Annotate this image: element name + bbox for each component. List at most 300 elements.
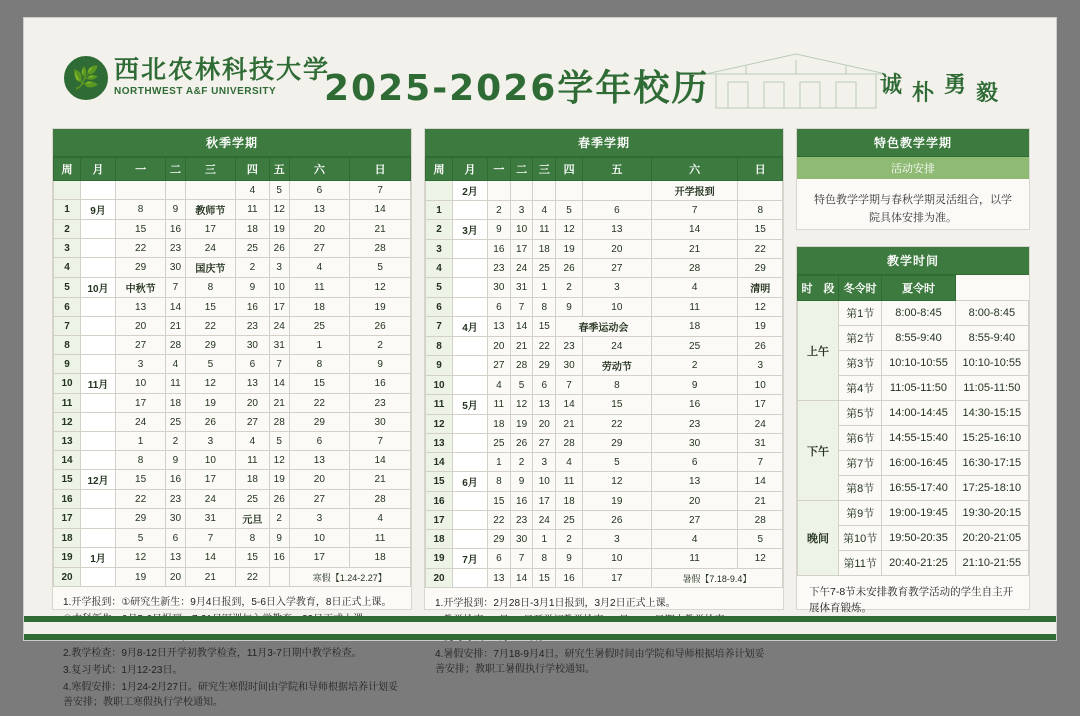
calendar-day: 22 [116, 239, 166, 258]
calendar-col-header: 一 [116, 158, 166, 181]
month-label [453, 298, 488, 317]
calendar-day: 29 [488, 530, 511, 549]
calendar-day: 15 [488, 492, 511, 511]
calendar-row [54, 548, 411, 568]
calendar-day: 11 [289, 278, 350, 298]
calendar-day: 13 [289, 200, 350, 220]
calendar-col-header: 六 [651, 158, 738, 181]
week-number: 12 [426, 415, 453, 434]
calendar-day: 14 [350, 200, 411, 220]
calendar-day: 30 [556, 356, 583, 376]
week-number: 1 [426, 201, 453, 220]
calendar-col-header: 五 [269, 158, 289, 181]
calendar-day: 20 [166, 568, 186, 587]
calendar-day: 10 [116, 374, 166, 394]
teaching-time-row [798, 301, 1029, 326]
month-label [81, 529, 116, 548]
calendar-day: 31 [269, 336, 289, 355]
week-number: 6 [426, 298, 453, 317]
fall-semester-panel [52, 128, 412, 708]
university-name-en: NORTHWEST A&F UNIVERSITY [114, 86, 277, 97]
teaching-time-row [798, 401, 1029, 426]
calendar-row [426, 376, 783, 395]
fall-semester-notes [53, 587, 411, 716]
month-label: 3月 [453, 220, 488, 240]
calendar-day [510, 181, 533, 201]
month-label [81, 490, 116, 509]
month-label: 12月 [81, 470, 116, 490]
calendar-row [426, 220, 783, 240]
calendar-day: 30 [488, 278, 511, 298]
calendar-day: 30 [235, 336, 269, 355]
month-label [81, 239, 116, 258]
motto-char-4: 毅 [975, 80, 1008, 105]
note-line: 4.寒假安排：1月24-2月27日。研究生寒假时间由学院和导师根据培养计划妥善安排；教职工寒假执行学校通知。 [63, 682, 399, 708]
calendar-day: 2 [488, 201, 511, 220]
calendar-day: 28 [651, 259, 738, 278]
calendar-day: 15 [235, 548, 269, 568]
calendar-day [583, 181, 652, 201]
calendar-day [166, 181, 186, 200]
calendar-day: 21 [738, 492, 783, 511]
week-number: 8 [426, 337, 453, 356]
calendar-day: 12 [350, 278, 411, 298]
calendar-day: 12 [556, 220, 583, 240]
calendar-day: 18 [533, 240, 556, 259]
calendar-day: 3 [583, 278, 652, 298]
note-line: 2.教学检查：9月8-12日开学初教学检查，11月3-7日期中教学检查。 [63, 648, 362, 659]
spring-calendar-table [425, 157, 783, 588]
calendar-row [426, 434, 783, 453]
calendar-day: 13 [533, 395, 556, 415]
calendar-day: 5 [350, 258, 411, 278]
calendar-day: 21 [350, 470, 411, 490]
calendar-day: 14 [651, 220, 738, 240]
calendar-day: 16 [269, 548, 289, 568]
calendar-day: 8 [116, 200, 166, 220]
calendar-day: 2 [556, 278, 583, 298]
fall-calendar-body [54, 181, 411, 587]
calendar-day: 21 [556, 415, 583, 434]
month-label [81, 451, 116, 470]
calendar-row [426, 278, 783, 298]
calendar-day: 20 [488, 337, 511, 356]
calendar-day: 14 [556, 395, 583, 415]
university-logo-icon [64, 56, 108, 100]
calendar-row [54, 432, 411, 451]
week-number: 20 [426, 569, 453, 588]
calendar-day: 7 [185, 529, 235, 548]
month-label [453, 492, 488, 511]
calendar-day: 5 [269, 181, 289, 200]
calendar-day: 12 [269, 200, 289, 220]
calendar-day: 29 [185, 336, 235, 355]
calendar-day: 16 [166, 470, 186, 490]
week-number: 3 [54, 239, 81, 258]
month-label [81, 317, 116, 336]
calendar-day: 10 [289, 529, 350, 548]
calendar-day: 10 [269, 278, 289, 298]
calendar-day: 7 [738, 453, 783, 472]
calendar-day: 1 [488, 453, 511, 472]
week-number: 14 [426, 453, 453, 472]
calendar-row [426, 181, 783, 201]
calendar-day: 8 [185, 278, 235, 298]
calendar-day: 20 [651, 492, 738, 511]
calendar-day: 19 [269, 470, 289, 490]
calendar-day: 22 [738, 240, 783, 259]
month-label [81, 258, 116, 278]
period-label: 第2节 [839, 326, 882, 351]
calendar-day: 17 [738, 395, 783, 415]
calendar-day: 19 [583, 492, 652, 511]
month-label [81, 509, 116, 529]
calendar-row [426, 317, 783, 337]
calendar-day: 8 [235, 529, 269, 548]
calendar-day: 15 [185, 298, 235, 317]
calendar-day: 26 [583, 511, 652, 530]
calendar-day: 27 [116, 336, 166, 355]
winter-time: 16:55-17:40 [882, 476, 955, 501]
week-number: 1 [54, 200, 81, 220]
calendar-day: 5 [556, 201, 583, 220]
calendar-day: 18 [289, 298, 350, 317]
month-label [81, 413, 116, 432]
calendar-day: 18 [651, 317, 738, 337]
calendar-holiday: 劳动节 [583, 356, 652, 376]
week-number: 5 [426, 278, 453, 298]
calendar-day [556, 181, 583, 201]
week-number: 9 [426, 356, 453, 376]
calendar-day: 16 [488, 240, 511, 259]
day-segment-label: 晚间 [798, 501, 839, 576]
calendar-day: 6 [583, 201, 652, 220]
calendar-row [54, 239, 411, 258]
calendar-day: 24 [583, 337, 652, 356]
calendar-day: 1 [116, 432, 166, 451]
calendar-row [426, 240, 783, 259]
calendar-day: 7 [510, 298, 533, 317]
calendar-day: 14 [269, 374, 289, 394]
calendar-day: 11 [651, 549, 738, 569]
calendar-day: 16 [510, 492, 533, 511]
calendar-day: 16 [651, 395, 738, 415]
calendar-day: 3 [116, 355, 166, 374]
calendar-day: 25 [651, 337, 738, 356]
calendar-day: 4 [651, 530, 738, 549]
calendar-day: 17 [289, 548, 350, 568]
calendar-day: 27 [289, 239, 350, 258]
calendar-day: 1 [533, 278, 556, 298]
week-number: 14 [54, 451, 81, 470]
period-label: 第10节 [839, 526, 882, 551]
calendar-day: 10 [583, 298, 652, 317]
calendar-day: 9 [488, 220, 511, 240]
calendar-day: 29 [116, 509, 166, 529]
month-label [81, 336, 116, 355]
calendar-day [269, 568, 289, 587]
calendar-day: 19 [269, 220, 289, 239]
calendar-col-header: 周 [426, 158, 453, 181]
month-label [453, 376, 488, 395]
calendar-day: 29 [583, 434, 652, 453]
calendar-row [426, 492, 783, 511]
calendar-row [54, 470, 411, 490]
calendar-day: 13 [116, 298, 166, 317]
note-line: 1.开学报到：①研究生新生：9月4日报到，5-6日入学教育，8日正式上课。 [63, 597, 392, 608]
week-number: 7 [426, 317, 453, 337]
week-number: 10 [426, 376, 453, 395]
calendar-day: 9 [556, 549, 583, 569]
spring-semester-title: 春季学期 [425, 129, 783, 157]
calendar-day: 26 [269, 239, 289, 258]
calendar-day: 13 [289, 451, 350, 470]
teaching-time-body [798, 301, 1029, 576]
calendar-day: 10 [738, 376, 783, 395]
calendar-day: 12 [583, 472, 652, 492]
calendar-day: 7 [510, 549, 533, 569]
calendar-col-header: 四 [235, 158, 269, 181]
calendar-day [488, 181, 511, 201]
calendar-row [426, 472, 783, 492]
winter-time: 16:00-16:45 [882, 451, 955, 476]
calendar-day: 7 [556, 376, 583, 395]
logo-leaf-glyph: 🌿 [72, 65, 100, 90]
calendar-row [54, 509, 411, 529]
month-label [453, 453, 488, 472]
calendar-day: 6 [235, 355, 269, 374]
week-number: 6 [54, 298, 81, 317]
calendar-day: 24 [533, 511, 556, 530]
note-line: 4.暑假安排：7月18-9月4日。研究生暑假时间由学院和导师根据培养计划妥善安排；教职工暑假执行学校通知。 [435, 649, 765, 675]
month-label [453, 259, 488, 278]
calendar-day: 15 [289, 374, 350, 394]
calendar-day: 27 [533, 434, 556, 453]
week-number: 16 [426, 492, 453, 511]
calendar-day: 25 [235, 239, 269, 258]
calendar-day: 23 [488, 259, 511, 278]
calendar-day: 26 [738, 337, 783, 356]
calendar-row [54, 298, 411, 317]
calendar-day: 23 [166, 239, 186, 258]
calendar-day: 22 [533, 337, 556, 356]
period-label: 第9节 [839, 501, 882, 526]
calendar-col-header: 一 [488, 158, 511, 181]
calendar-day [533, 181, 556, 201]
calendar-day: 28 [556, 434, 583, 453]
month-label [453, 434, 488, 453]
university-name-cn: 西北农林科技大学 [114, 56, 331, 84]
calendar-day: 22 [185, 317, 235, 336]
calendar-day: 10 [510, 220, 533, 240]
calendar-holiday: 国庆节 [185, 258, 235, 278]
calendar-col-header: 二 [166, 158, 186, 181]
calendar-day: 17 [583, 569, 652, 588]
calendar-day: 18 [235, 220, 269, 239]
calendar-day: 17 [510, 240, 533, 259]
calendar-day: 18 [350, 548, 411, 568]
summer-time: 14:30-15:15 [955, 401, 1028, 426]
calendar-day: 23 [166, 490, 186, 509]
calendar-row [426, 511, 783, 530]
calendar-day [738, 181, 783, 201]
calendar-col-header: 二 [510, 158, 533, 181]
calendar-day: 30 [350, 413, 411, 432]
teaching-time-col-header: 冬令时 [839, 276, 882, 301]
motto-char-1: 诚 [879, 72, 912, 97]
motto [879, 68, 1008, 105]
calendar-day: 2 [235, 258, 269, 278]
calendar-day: 29 [533, 356, 556, 376]
calendar-row [54, 317, 411, 336]
calendar-day: 2 [651, 356, 738, 376]
calendar-day: 29 [289, 413, 350, 432]
summer-time: 15:25-16:10 [955, 426, 1028, 451]
calendar-day: 9 [510, 472, 533, 492]
calendar-day: 22 [235, 568, 269, 587]
month-label: 7月 [453, 549, 488, 569]
calendar-row [54, 529, 411, 548]
calendar-day: 3 [583, 530, 652, 549]
calendar-day: 18 [488, 415, 511, 434]
teaching-time-table [797, 275, 1029, 576]
calendar-day: 20 [583, 240, 652, 259]
calendar-day: 17 [269, 298, 289, 317]
calendar-day: 19 [350, 298, 411, 317]
note-line: 1.开学报到：2月28日-3月1日报到，3月2日正式上课。 [435, 598, 676, 609]
calendar-row [54, 278, 411, 298]
calendar-day: 21 [350, 220, 411, 239]
calendar-day: 4 [166, 355, 186, 374]
week-number: 3 [426, 240, 453, 259]
calendar-row [54, 181, 411, 200]
calendar-day: 4 [556, 453, 583, 472]
calendar-day: 4 [235, 181, 269, 200]
week-number: 16 [54, 490, 81, 509]
calendar-col-header: 三 [533, 158, 556, 181]
week-number: 13 [426, 434, 453, 453]
calendar-day: 15 [738, 220, 783, 240]
winter-time: 11:05-11:50 [882, 376, 955, 401]
calendar-day: 15 [116, 470, 166, 490]
calendar-day: 28 [350, 239, 411, 258]
period-label: 第8节 [839, 476, 882, 501]
month-label [453, 240, 488, 259]
calendar-row [54, 200, 411, 220]
month-label: 4月 [453, 317, 488, 337]
bottom-band-inner [24, 622, 1056, 634]
calendar-day: 6 [533, 376, 556, 395]
calendar-row [426, 453, 783, 472]
spring-calendar-header-row [426, 158, 783, 181]
calendar-row [54, 355, 411, 374]
calendar-day: 3 [510, 201, 533, 220]
calendar-day: 21 [269, 394, 289, 413]
calendar-holiday: 中秋节 [116, 278, 166, 298]
calendar-day: 7 [166, 278, 186, 298]
calendar-day: 6 [289, 432, 350, 451]
calendar-day: 30 [166, 509, 186, 529]
calendar-col-header: 四 [556, 158, 583, 181]
calendar-row [54, 258, 411, 278]
week-number: 15 [54, 470, 81, 490]
calendar-day: 27 [235, 413, 269, 432]
winter-time: 10:10-10:55 [882, 351, 955, 376]
calendar-day: 26 [269, 490, 289, 509]
calendar-row [54, 374, 411, 394]
calendar-day: 11 [533, 220, 556, 240]
calendar-day: 6 [488, 549, 511, 569]
week-number [54, 181, 81, 200]
month-label [81, 568, 116, 587]
week-number: 20 [54, 568, 81, 587]
summer-time: 17:25-18:10 [955, 476, 1028, 501]
calendar-day: 14 [185, 548, 235, 568]
calendar-day: 24 [185, 490, 235, 509]
calendar-row [426, 569, 783, 588]
week-number [426, 181, 453, 201]
calendar-day: 28 [166, 336, 186, 355]
month-label: 1月 [81, 548, 116, 568]
calendar-day: 23 [651, 415, 738, 434]
calendar-day: 27 [583, 259, 652, 278]
period-label: 第5节 [839, 401, 882, 426]
calendar-day: 19 [556, 240, 583, 259]
calendar-col-header: 月 [453, 158, 488, 181]
calendar-day: 22 [488, 511, 511, 530]
calendar-holiday: 开学报到 [651, 181, 738, 201]
month-label: 11月 [81, 374, 116, 394]
calendar-day: 24 [510, 259, 533, 278]
calendar-col-header: 周 [54, 158, 81, 181]
calendar-holiday: 春季运动会 [556, 317, 652, 337]
month-label [81, 432, 116, 451]
calendar-row [54, 490, 411, 509]
month-label: 9月 [81, 200, 116, 220]
calendar-day: 2 [510, 453, 533, 472]
calendar-day: 23 [235, 317, 269, 336]
calendar-day: 26 [510, 434, 533, 453]
bottom-band [24, 616, 1056, 640]
calendar-row [426, 549, 783, 569]
calendar-day: 25 [235, 490, 269, 509]
calendar-day: 13 [488, 569, 511, 588]
teaching-time-col-header: 夏令时 [882, 276, 955, 301]
week-number: 2 [54, 220, 81, 239]
calendar-day: 19 [738, 317, 783, 337]
calendar-poster [24, 18, 1056, 708]
calendar-day: 14 [350, 451, 411, 470]
calendar-day: 5 [583, 453, 652, 472]
calendar-day: 30 [651, 434, 738, 453]
calendar-day: 14 [510, 569, 533, 588]
calendar-row [54, 336, 411, 355]
calendar-day: 15 [116, 220, 166, 239]
calendar-day: 12 [738, 549, 783, 569]
calendar-day: 20 [289, 470, 350, 490]
month-label [453, 511, 488, 530]
calendar-day: 8 [533, 549, 556, 569]
winter-time: 20:40-21:25 [882, 551, 955, 576]
calendar-day: 11 [166, 374, 186, 394]
week-number: 19 [54, 548, 81, 568]
week-number: 17 [54, 509, 81, 529]
week-number: 19 [426, 549, 453, 569]
calendar-day: 25 [488, 434, 511, 453]
calendar-day: 13 [651, 472, 738, 492]
period-label: 第6节 [839, 426, 882, 451]
calendar-day: 17 [116, 394, 166, 413]
